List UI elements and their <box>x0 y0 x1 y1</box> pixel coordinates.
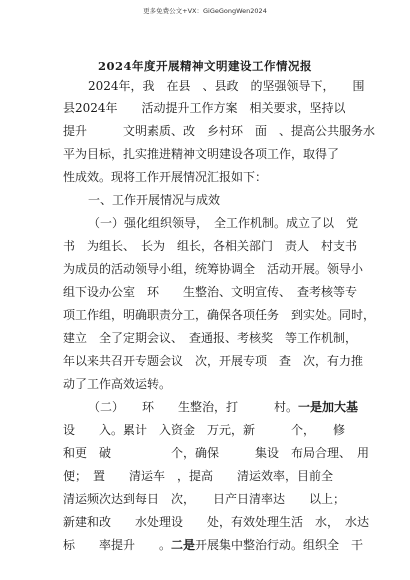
paragraph-line: 项工作组，明确职责分工，确保各项任务 到实处。同时， <box>63 308 376 322</box>
paragraph-line: 为成员的活动领导小组，统筹协调全 活动开展。领导小 <box>63 262 364 276</box>
paragraph-line: 清运频次达到每日 次， 日产日清率达 以上； <box>63 492 346 506</box>
paragraph-line: 提升 文明素质、改 乡村环 面 、提高公共服务水 <box>63 124 376 138</box>
line-text: 开展集中整治行动。组织全 干 <box>195 538 364 552</box>
bold-phrase: 二是 <box>171 538 196 552</box>
document-title: 2024年度开展精神文明建设工作情况报 <box>97 59 312 73</box>
bold-phrase: 一是加大基 <box>298 400 359 414</box>
paragraph-line: 书 为组长、 长为 组长，各相关部门 责人 村支书 <box>63 239 358 253</box>
paragraph-line: 建立 全了定期会议、 查通报、考核奖 等工作机制， <box>63 331 358 345</box>
paragraph-line: 和更 破 个，确保 集设 布局合理、 用 <box>63 446 370 460</box>
page-header: 更多免费公文+VX：GiGeGongWen2024 <box>143 7 267 15</box>
paragraph-line: 2024年，我 在县 、县政 的坚强领导下， 围 <box>88 79 365 93</box>
section-heading: 一、工作开展情况与成效 <box>88 193 221 207</box>
paragraph-line: （一）强化组织领导， 全工作机制。成立了以 党 <box>88 216 359 230</box>
line-text: 标 率提升 。 <box>63 538 172 552</box>
paragraph-line: 性成效。现将工作开展情况汇报如下： <box>63 170 268 184</box>
line-text: （二） 环 生整治，打 村。 <box>88 400 299 414</box>
paragraph-line: 县2024年 活动提升工作方案 相关要求，坚持以 <box>63 101 346 115</box>
paragraph-line: 年以来共召开专题会议 次，开展专项 查 次，有力推 <box>63 354 364 368</box>
paragraph-line: 组下设办公室 环 生整治、文明宣传、 查考核等专 <box>63 285 358 299</box>
paragraph-line: 动了工作高效运转。 <box>63 377 172 391</box>
paragraph-line: 新建和改 水处理设 处，有效处理生活 水， 水达 <box>63 515 370 529</box>
paragraph-line <box>88 400 358 414</box>
paragraph-line: 便； 置 清运车 ，提高 清运效率，目前全 <box>63 469 334 483</box>
paragraph-line: 设 入。累计 入资金 万元，新 个， 修 <box>63 423 346 437</box>
paragraph-line: 平为目标，扎实推进精神文明建设各项工作，取得了 <box>63 147 340 161</box>
paragraph-line <box>63 538 363 552</box>
